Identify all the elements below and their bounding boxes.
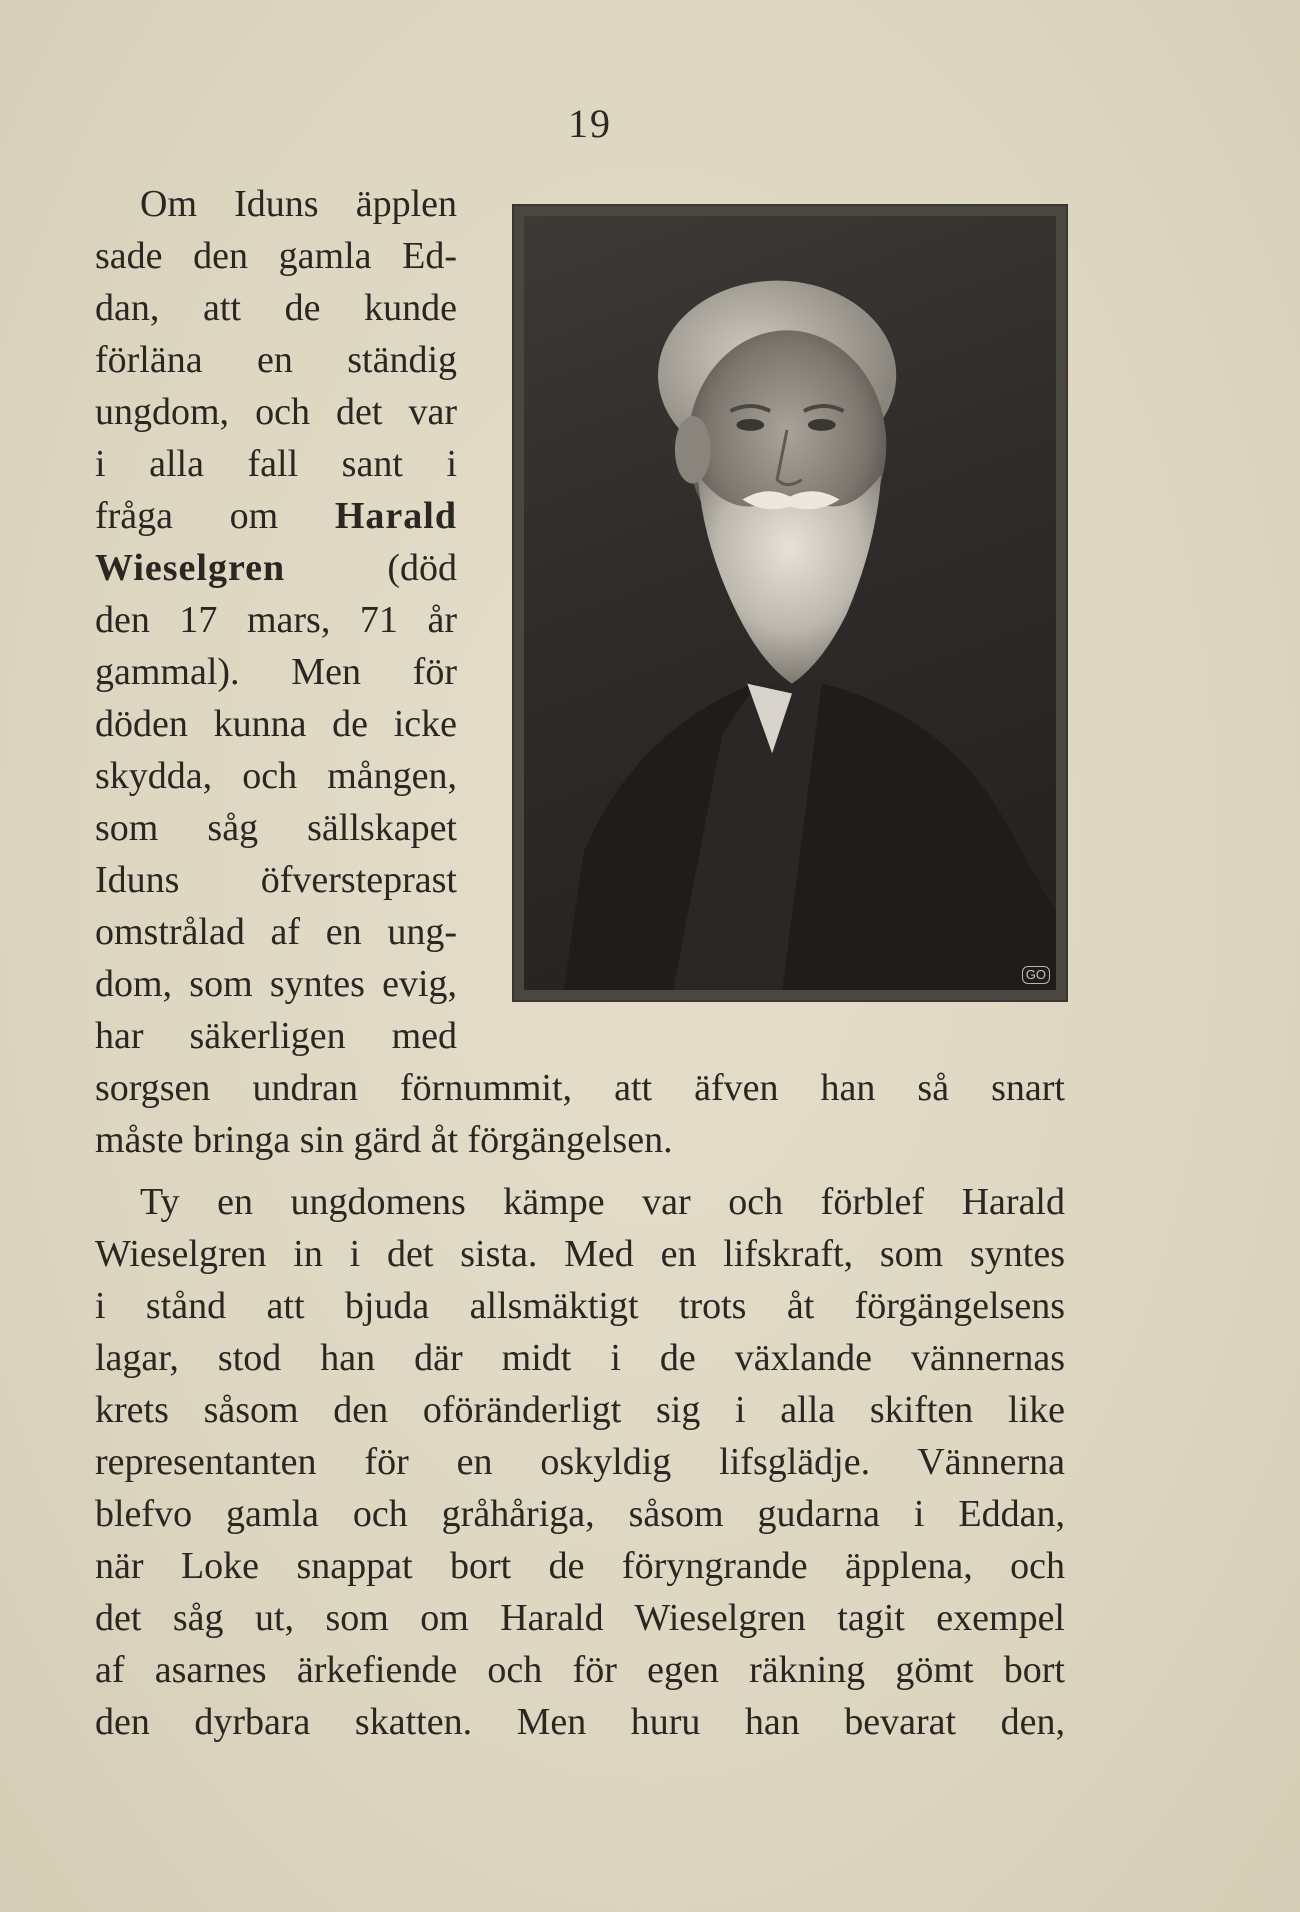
text-line-with-name	[95, 490, 457, 542]
page-number: 19	[568, 101, 612, 146]
text-line: den 17 mars, 71 år	[95, 599, 457, 641]
text-line: ungdom, och det var	[95, 391, 457, 433]
text-line: som såg sällskapet	[95, 807, 457, 849]
name-last: Wieselgren	[95, 547, 286, 589]
name-first: Harald	[334, 495, 457, 537]
portrait-photo-icon	[524, 216, 1056, 990]
text-line: har säkerligen med	[95, 1015, 457, 1057]
text-line: i stånd att bjuda allsmäktigt trots åt förgängelsens	[95, 1285, 1065, 1327]
eye-left-shape	[736, 419, 764, 431]
eye-right-shape	[808, 419, 836, 431]
text-line: krets såsom den oföränderligt sig i alla skiften like	[95, 1389, 1065, 1431]
text-fragment: fråga om	[95, 495, 279, 537]
text-line: dom, som syntes evig,	[95, 963, 457, 1005]
text-line: i alla fall sant i	[95, 443, 457, 485]
text-line: dan, att de kunde	[95, 287, 457, 329]
text-line: Wieselgren in i det sista. Med en lifskraft, som syntes	[95, 1233, 1065, 1275]
text-line: förläna en ständig	[95, 339, 457, 381]
text-line: Om Iduns äpplen	[140, 183, 457, 225]
ear-shape	[675, 416, 711, 484]
portrait-frame	[512, 204, 1068, 1002]
text-line: Iduns öfversteprast	[95, 859, 457, 901]
text-line: när Loke snappat bort de föryngrande äpplena, och	[95, 1545, 1065, 1587]
text-line: lagar, stod han där midt i de växlande vännernas	[95, 1337, 1065, 1379]
text-line: det såg ut, som om Harald Wieselgren tagit exempel	[95, 1597, 1065, 1639]
text-line: blefvo gamla och gråhåriga, såsom gudarna i Eddan,	[95, 1493, 1065, 1535]
text-line: representanten för en oskyldig lifsglädje. Vännerna	[95, 1441, 1065, 1483]
text-line: döden kunna de icke	[95, 703, 457, 745]
photographer-mark: GO	[1022, 966, 1050, 984]
text-line: omstrålad af en ung-	[95, 911, 457, 953]
text-line: den dyrbara skatten. Men huru han bevarat den,	[95, 1701, 1065, 1743]
text-line: måste bringa sin gärd åt förgängelsen.	[95, 1119, 673, 1161]
text-line: af asarnes ärkefiende och för egen räkning gömt bort	[95, 1649, 1065, 1691]
text-line: skydda, och mången,	[95, 755, 457, 797]
text-fragment: (död	[387, 547, 457, 589]
text-line-with-name	[95, 542, 457, 594]
text-line: gammal). Men för	[95, 651, 457, 693]
text-line: Ty en ungdomens kämpe var och förblef Harald	[140, 1181, 1065, 1223]
portrait-drawing	[524, 216, 1056, 990]
text-line: sade den gamla Ed-	[95, 235, 457, 277]
text-line: sorgsen undran förnummit, att äfven han så snart	[95, 1067, 1065, 1109]
